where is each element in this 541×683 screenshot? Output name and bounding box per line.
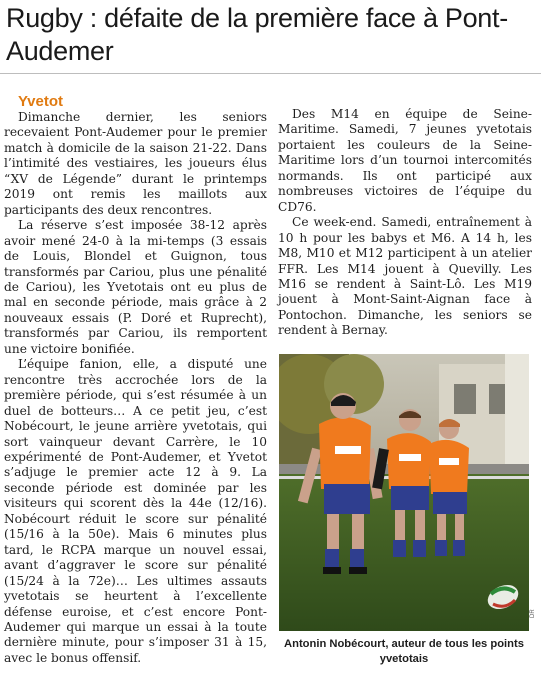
photo-credit: DR [530,609,536,618]
header-divider [0,73,541,74]
article-paragraph: Des M14 en équipe de Seine-Maritime. Samedi, 7 jeunes yvetotais portaient les couleurs de la Seine-Maritime lors d’un tournoi intercomités normands. Ils ont participé aux nombreuses victoires de l’équipe du CD76. [278,107,532,214]
article-paragraph: Ce week-end. Samedi, entraînement à 10 h pour les babys et M6. A 14 h, les M8, M10 et M12 participent à un atelier FFR. Les M14 jouent à Quevilly. Les M16 se rendent à Saint-Lô. Les M19 jouent à Mont-Saint-Aignan face à Pontochon. Dimanche, les seniors se rendent à Bernay. [278,215,532,338]
photo-caption: Antonin Nobécourt, auteur de tous les points yvetotais [284,638,524,665]
article-paragraph: Dimanche dernier, les seniors recevaient Pont-Audemer pour le premier match à domicile de la saison 21-22. Dans l’intimité des vestiaires, les joueurs élus “XV de Légende” durant le printemps 2019 ont remis les maillots aux participants des deux rencontres. [4,110,267,217]
rugby-players-illustration [279,354,529,631]
article-column-left [4,93,267,666]
article-paragraph: L’équipe fanion, elle, a disputé une rencontre très accrochée lors de la première période, qui s’est résumée à un duel de botteurs… A ce petit jeu, c’est Nobécourt, le jeune arrière yvetotais, qui sort vainqueur devant Carrère, le 10 expérimenté de Pont-Audemer, et Yvetot s’adjuge le premier acte 12 à 9. La seconde période est dominée par les visiteurs qui scorent dès la 44e (12/16). Nobécourt réduit le score sur pénalité (15/16 à la 50e). Mais 6 minutes plus tard, le RCPA marque un nouvel essai, avant d’aggraver le score sur pénalité (15/24 à la 72e)… Les ultimes assauts yvetotais se heurtent à l’excellente défense euroise, et c’est encore Pont-Audemer qui marque un essai à la toute dernière minute, pour s’imposer 31 à 15, avec le bonus offensif. [4,357,267,665]
article-photo [279,354,529,631]
headline: Rugby : défaite de la première face à Pont-Audemer [6,3,508,66]
article-paragraph: La réserve s’est imposée 38-12 après avoir mené 24-0 à la mi-temps (3 essais de Louis, Blondel et Guignon, tous transformés par Cariou, plus une pénalité de Cariou), les Yvetotais ont eu plus de mal en seconde période, mais grâce à 2 nouveaux essais (P. Doré et Ruprecht), transformés par Cariou, ils remportent une victoire bonifiée. [4,218,267,356]
locality-label: Yvetot [18,93,64,110]
article-column-right [278,107,532,339]
